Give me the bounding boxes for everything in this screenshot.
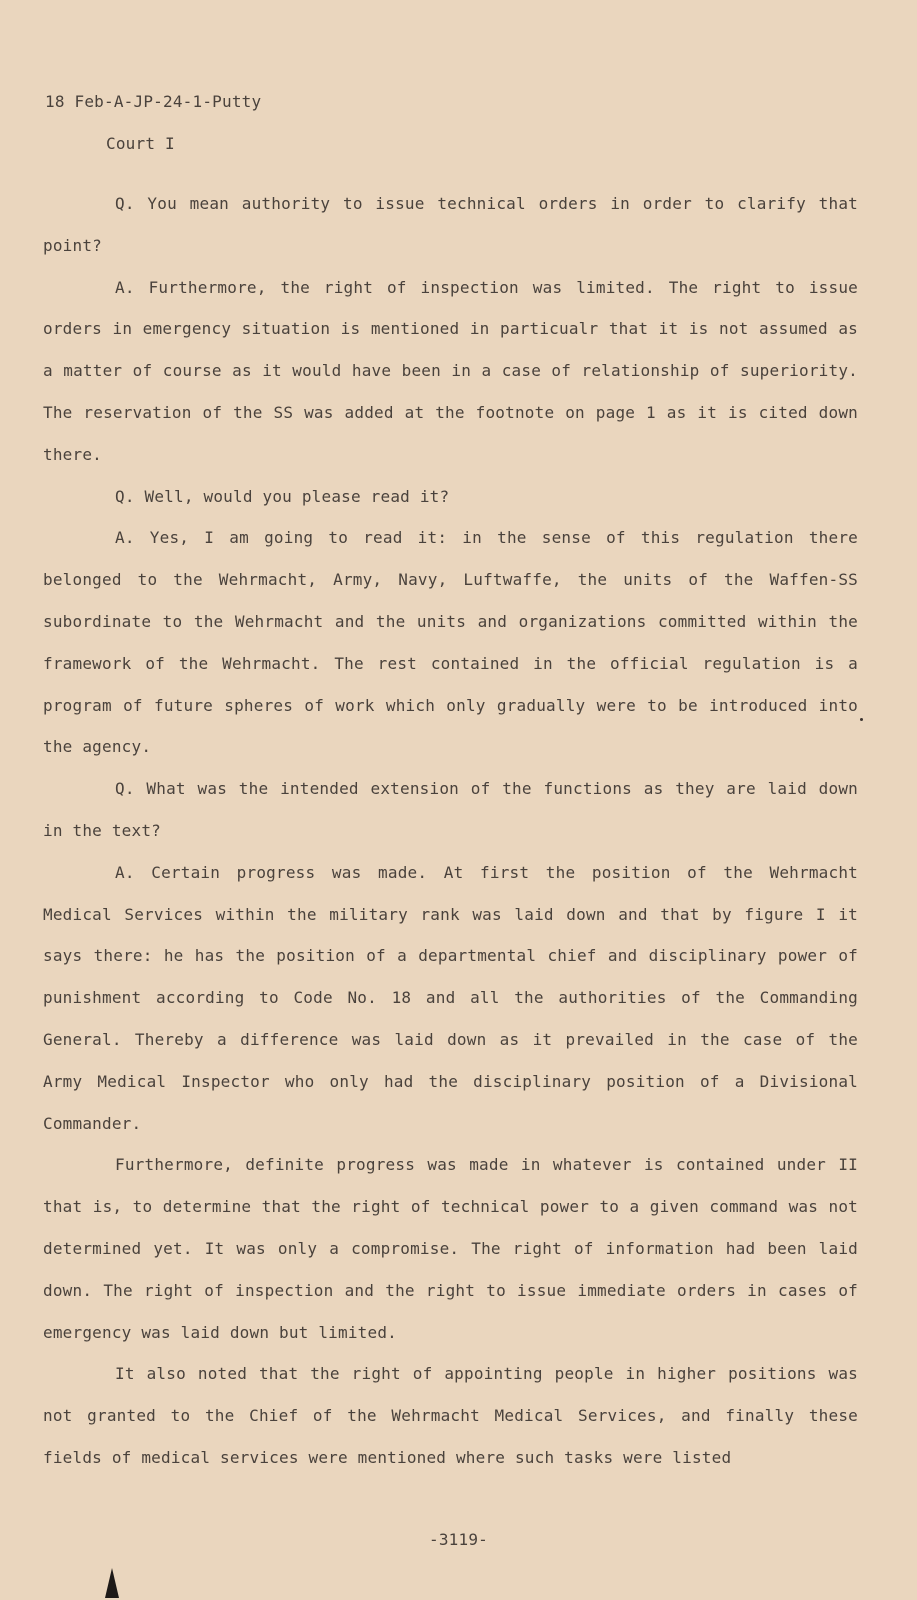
page-number: -3119- — [429, 1530, 488, 1549]
paragraph-question-1: Q. You mean authority to issue technical orders in order to clarify that point? — [43, 194, 858, 255]
document-reference-code: 18 Feb-A-JP-24-1-Putty — [45, 92, 262, 111]
margin-dot — [860, 718, 863, 721]
paragraph-answer-1: A. Furthermore, the right of inspection was limited. The right to issue orders in emergency situation is mentioned in particualr that it is not assumed as a matter of course as it would have been in a case of relationship of superiority. The reservation of the SS was added at the footnote on page 1 as it is cited down there. — [43, 277, 858, 464]
paragraph-answer-2: A. Yes, I am going to read it: in the sense of this regulation there belonged to the Wehrmacht, Army, Navy, Luftwaffe, the units of the Waffen-SS subordinate to the Wehrmacht and the units and organizations committed within the framework of the Wehrmacht. The rest contained in the official regulation is a program of future spheres of work which only gradually were to be introduced into the agency. — [43, 528, 858, 757]
paragraph-continuation-2: It also noted that the right of appointing people in higher positions was not granted to the Chief of the Wehrmacht Medical Services, and finally these fields of medical services were mentioned where such tasks were listed — [43, 1364, 858, 1467]
paragraph-answer-3: A. Certain progress was made. At first the position of the Wehrmacht Medical Services within the military rank was laid down and that by figure I it says there: he has the position of a departmental chief and disciplinary power of punishment according to Code No. 18 and all the authorities of the Commanding General. Thereby a difference was laid down as it prevailed in the case of the Army Medical Inspector who only had the disciplinary position of a Divisional Commander. — [43, 862, 858, 1133]
transcript-body — [43, 183, 858, 1479]
court-label: Court I — [106, 134, 175, 153]
paragraph-question-3: Q. What was the intended extension of the functions as they are laid down in the text? — [43, 779, 858, 840]
paragraph-continuation-1: Furthermore, definite progress was made in whatever is contained under II that is, to determine that the right of technical power to a given command was not determined yet. It was only a compromise. The right of information had been laid down. The right of inspection and the right to issue immediate orders in cases of emergency was laid down but limited. — [43, 1155, 858, 1342]
corner-mark — [105, 1568, 119, 1598]
paragraph-question-2: Q. Well, would you please read it? — [115, 486, 450, 506]
